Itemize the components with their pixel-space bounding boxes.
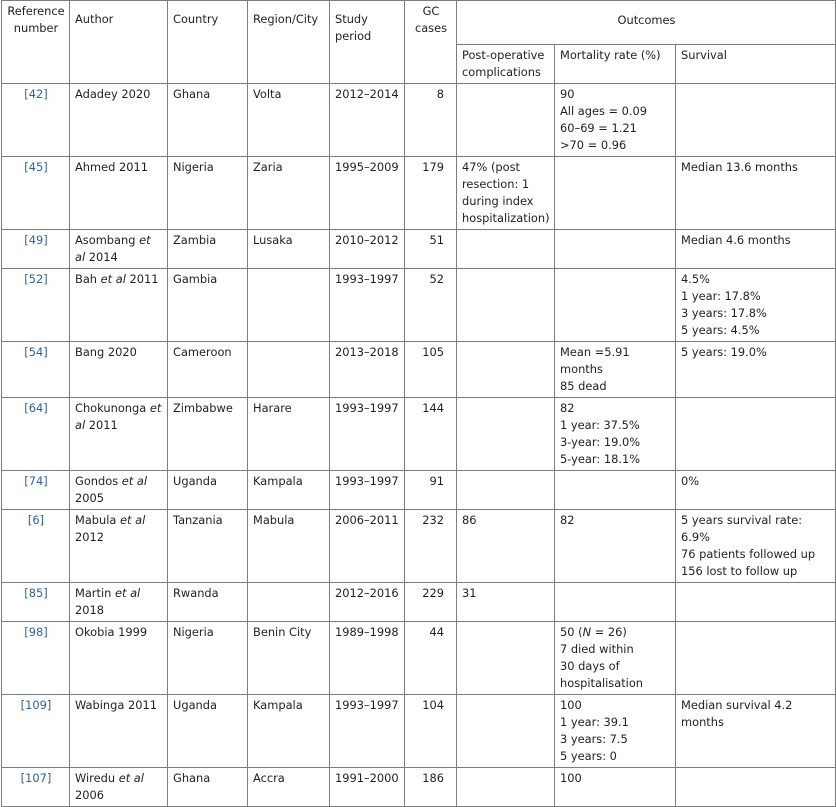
gc-cases-cell: 186 [405, 768, 457, 807]
survival-cell [676, 157, 836, 230]
postop-cell [457, 157, 555, 230]
postop-cell [457, 269, 555, 342]
period-cell: 1993–1997 [330, 398, 405, 471]
survival-cell [676, 622, 836, 695]
reference-link[interactable]: [107] [2, 768, 70, 807]
postop-cell [457, 622, 555, 695]
country-cell: Nigeria [168, 622, 248, 695]
period-cell: 1993–1997 [330, 471, 405, 510]
mortality-line: 1 year: 37.5% [560, 418, 640, 432]
survival-line: 3 years: 17.8% [681, 306, 767, 320]
region-cell: Lusaka [248, 230, 330, 269]
author-cell: Bah et al 2011 [70, 269, 168, 342]
table-row [2, 471, 836, 510]
table-row [2, 157, 836, 230]
mortality-line: >70 = 0.96 [560, 138, 627, 152]
survival-line: 0% [681, 474, 700, 488]
postop-line: 86 [462, 513, 477, 527]
gc-cases-cell: 51 [405, 230, 457, 269]
mortality-line: 7 died within [560, 642, 634, 656]
country-cell: Ghana [168, 768, 248, 807]
postop-cell [457, 84, 555, 157]
country-cell: Gambia [168, 269, 248, 342]
postop-cell [457, 583, 555, 622]
mortality-cell [555, 583, 676, 622]
mortality-cell [555, 510, 676, 583]
mortality-line: Mean =5.91 months [560, 345, 630, 376]
mortality-line: 3-year: 19.0% [560, 435, 641, 449]
postop-cell [457, 768, 555, 807]
table-row [2, 768, 836, 807]
survival-cell [676, 342, 836, 398]
table-row [2, 269, 836, 342]
period-cell: 2012–2016 [330, 583, 405, 622]
region-cell [248, 583, 330, 622]
region-cell: Volta [248, 84, 330, 157]
survival-cell [676, 398, 836, 471]
country-cell: Tanzania [168, 510, 248, 583]
table-row [2, 84, 836, 157]
region-cell [248, 269, 330, 342]
survival-cell [676, 269, 836, 342]
region-cell: Kampala [248, 695, 330, 768]
postop-line: hospitalization) [462, 211, 550, 225]
survival-line: 4.5% [681, 272, 710, 286]
author-cell: Chokunonga et al 2011 [70, 398, 168, 471]
postop-cell [457, 342, 555, 398]
survival-cell [676, 768, 836, 807]
reference-link[interactable]: [98] [2, 622, 70, 695]
author-cell: Bang 2020 [70, 342, 168, 398]
survival-cell [676, 583, 836, 622]
period-cell: 1995–2009 [330, 157, 405, 230]
survival-cell [676, 471, 836, 510]
mortality-line: 1 year: 39.1 [560, 715, 629, 729]
postop-line: 47% (post [462, 160, 520, 174]
survival-cell [676, 510, 836, 583]
mortality-line: 100 [560, 771, 582, 785]
header-gc-cases: GC cases [405, 1, 457, 84]
table-row [2, 342, 836, 398]
header-author: Author [70, 1, 168, 84]
country-cell: Rwanda [168, 583, 248, 622]
region-cell: Zaria [248, 157, 330, 230]
table-row [2, 398, 836, 471]
country-cell: Zambia [168, 230, 248, 269]
table-row [2, 583, 836, 622]
author-cell: Wiredu et al 2006 [70, 768, 168, 807]
region-cell [248, 342, 330, 398]
gc-cases-cell: 232 [405, 510, 457, 583]
survival-line: Median survival 4.2 months [681, 698, 793, 729]
mortality-line: All ages = 0.09 [560, 104, 648, 118]
reference-link[interactable]: [52] [2, 269, 70, 342]
header-survival: Survival [676, 45, 836, 84]
country-cell: Cameroon [168, 342, 248, 398]
table-row [2, 510, 836, 583]
survival-cell [676, 695, 836, 768]
gc-cases-cell: 104 [405, 695, 457, 768]
reference-link[interactable]: [54] [2, 342, 70, 398]
country-cell: Nigeria [168, 157, 248, 230]
mortality-line: 3 years: 7.5 [560, 732, 628, 746]
author-cell: Mabula et al 2012 [70, 510, 168, 583]
postop-cell [457, 510, 555, 583]
mortality-cell [555, 471, 676, 510]
reference-link[interactable]: [42] [2, 84, 70, 157]
gc-cases-cell: 8 [405, 84, 457, 157]
postop-cell [457, 398, 555, 471]
mortality-line: 5-year: 18.1% [560, 452, 641, 466]
author-cell: Okobia 1999 [70, 622, 168, 695]
author-cell: Wabinga 2011 [70, 695, 168, 768]
reference-link[interactable]: [85] [2, 583, 70, 622]
mortality-cell [555, 398, 676, 471]
reference-link[interactable]: [74] [2, 471, 70, 510]
gc-cases-cell: 105 [405, 342, 457, 398]
period-cell: 2012–2014 [330, 84, 405, 157]
gc-cases-cell: 52 [405, 269, 457, 342]
header-region: Region/City [248, 1, 330, 84]
mortality-cell [555, 622, 676, 695]
mortality-line: 90 [560, 87, 575, 101]
mortality-cell [555, 84, 676, 157]
table-row [2, 230, 836, 269]
period-cell: 2013–2018 [330, 342, 405, 398]
reference-link[interactable]: [45] [2, 157, 70, 230]
period-cell: 1993–1997 [330, 695, 405, 768]
gc-cases-cell: 144 [405, 398, 457, 471]
mortality-line: 100 [560, 698, 582, 712]
mortality-line: hospitalisation [560, 676, 644, 690]
gc-cases-cell: 44 [405, 622, 457, 695]
country-cell: Uganda [168, 471, 248, 510]
header-row [2, 1, 836, 45]
author-cell: Gondos et al 2005 [70, 471, 168, 510]
postop-line: during index [462, 194, 534, 208]
period-cell: 1989–1998 [330, 622, 405, 695]
region-cell: Benin City [248, 622, 330, 695]
header-reference: Reference number [2, 1, 70, 84]
reference-link[interactable]: [6] [2, 510, 70, 583]
author-cell: Ahmed 2011 [70, 157, 168, 230]
country-cell: Uganda [168, 695, 248, 768]
region-cell: Accra [248, 768, 330, 807]
gc-cases-cell: 91 [405, 471, 457, 510]
postop-cell [457, 471, 555, 510]
table-row [2, 622, 836, 695]
period-cell: 1991–2000 [330, 768, 405, 807]
period-cell: 2010–2012 [330, 230, 405, 269]
mortality-line: 50 (N = 26) [560, 625, 627, 639]
reference-link[interactable]: [49] [2, 230, 70, 269]
postop-cell [457, 695, 555, 768]
mortality-line: 30 days of [560, 659, 620, 673]
survival-line: 5 years survival rate: 6.9% [681, 513, 803, 544]
header-outcomes: Outcomes [457, 1, 836, 45]
table-body [2, 84, 836, 807]
survival-line: 5 years: 4.5% [681, 323, 760, 337]
mortality-line: 85 dead [560, 379, 607, 393]
gc-cases-cell: 179 [405, 157, 457, 230]
author-cell: Martin et al 2018 [70, 583, 168, 622]
postop-cell [457, 230, 555, 269]
gc-cases-cell: 229 [405, 583, 457, 622]
survival-line: 1 year: 17.8% [681, 289, 761, 303]
mortality-line: 82 [560, 401, 575, 415]
mortality-cell [555, 269, 676, 342]
country-cell: Zimbabwe [168, 398, 248, 471]
region-cell: Kampala [248, 471, 330, 510]
survival-cell [676, 84, 836, 157]
reference-link[interactable]: [109] [2, 695, 70, 768]
table-row [2, 695, 836, 768]
region-cell: Mabula [248, 510, 330, 583]
author-cell: Adadey 2020 [70, 84, 168, 157]
header-mortality: Mortality rate (%) [555, 45, 676, 84]
reference-link[interactable]: [64] [2, 398, 70, 471]
period-cell: 1993–1997 [330, 269, 405, 342]
postop-line: resection: 1 [462, 177, 530, 191]
survival-line: 76 patients followed up [681, 547, 816, 561]
author-cell: Asombang et al 2014 [70, 230, 168, 269]
mortality-cell [555, 157, 676, 230]
header-period: Study period [330, 1, 405, 84]
header-postop: Post-operative complications [457, 45, 555, 84]
survival-line: 5 years: 19.0% [681, 345, 767, 359]
survival-line: Median 4.6 months [681, 233, 791, 247]
mortality-cell [555, 342, 676, 398]
header-country: Country [168, 1, 248, 84]
region-cell: Harare [248, 398, 330, 471]
postop-line: 31 [462, 586, 477, 600]
country-cell: Ghana [168, 84, 248, 157]
survival-line: 156 lost to follow up [681, 564, 798, 578]
mortality-line: 82 [560, 513, 575, 527]
survival-line: Median 13.6 months [681, 160, 798, 174]
mortality-line: 5 years: 0 [560, 749, 617, 763]
mortality-cell [555, 230, 676, 269]
mortality-line: 60–69 = 1.21 [560, 121, 637, 135]
period-cell: 2006–2011 [330, 510, 405, 583]
mortality-cell [555, 768, 676, 807]
gastric-cancer-outcomes-table [1, 0, 836, 807]
survival-cell [676, 230, 836, 269]
mortality-cell [555, 695, 676, 768]
